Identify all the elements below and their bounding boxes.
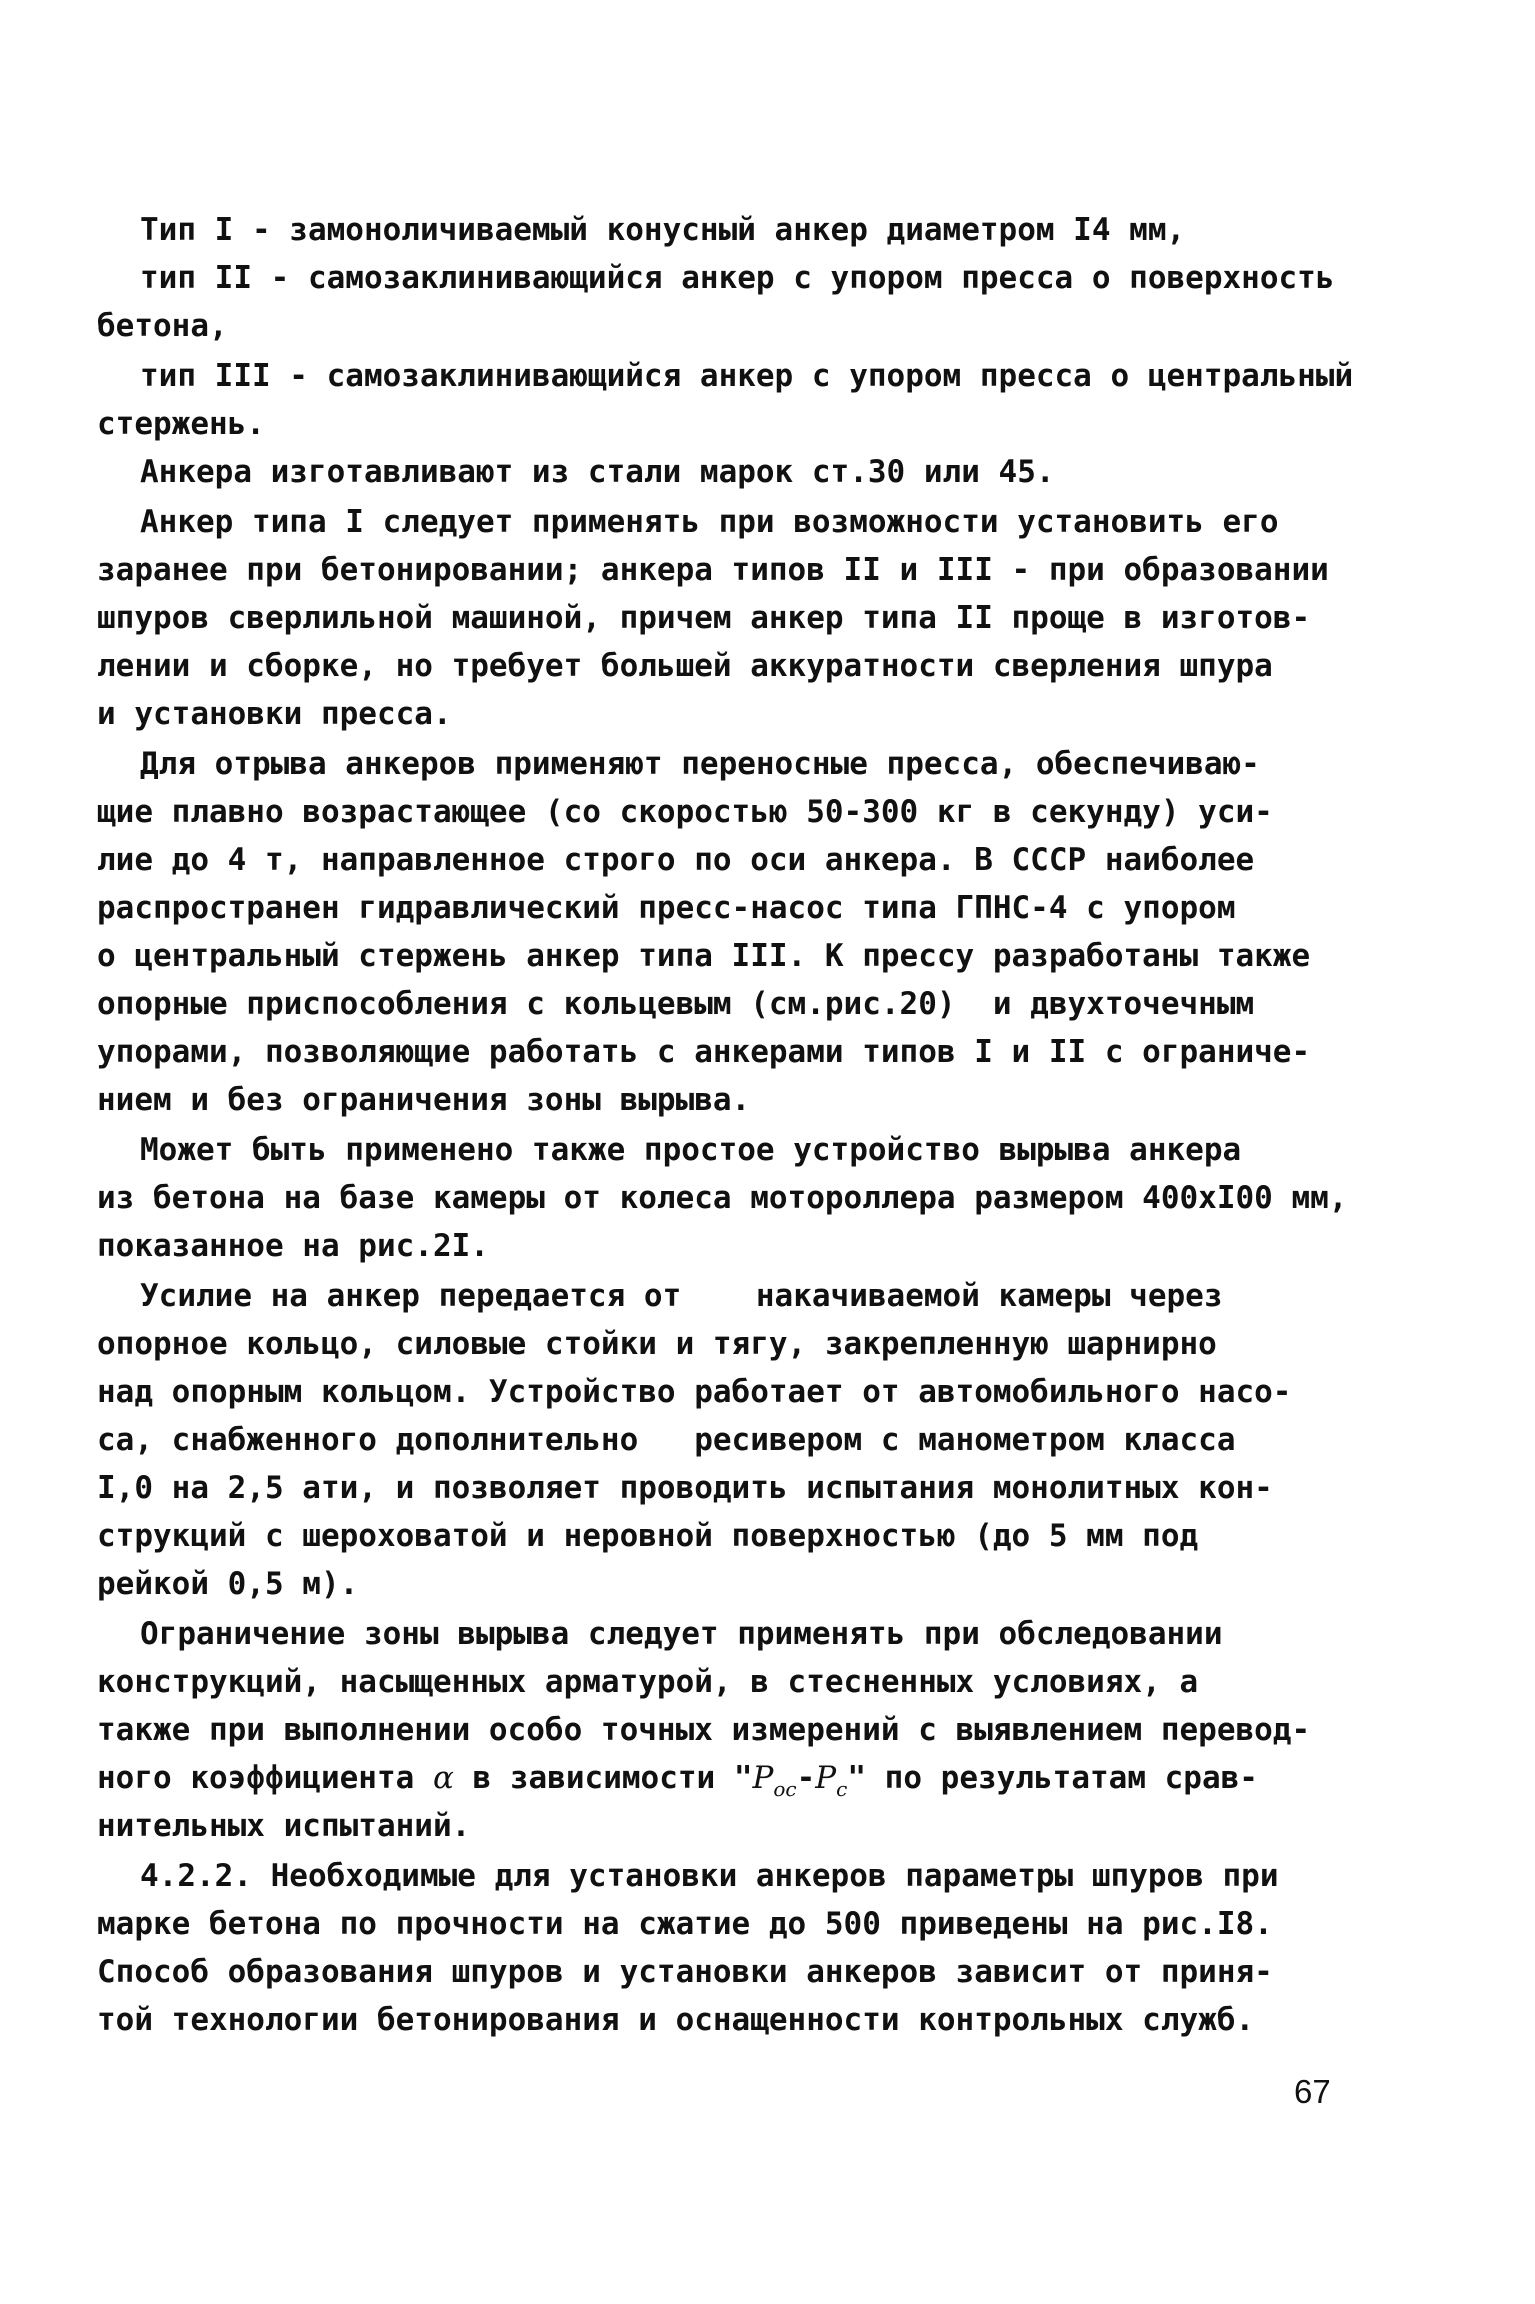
formula-text-after: " по результатам срав- [847, 1760, 1258, 1796]
text-line: Тип I - замоноличиваемый конусный анкер диаметром I4 мм, [140, 212, 1186, 248]
text-line: лие до 4 т, направленное строго по оси анкера. В СССР наиболее [97, 842, 1255, 878]
text-line: упорами, позволяющие работать с анкерами типов I и II с ограниче- [97, 1034, 1311, 1070]
text-line: лении и сборке, но требует большей аккуратности сверления шпура [97, 648, 1273, 684]
formula-line [97, 1758, 1258, 1809]
p-oc-symbol: P [752, 1760, 774, 1796]
text-line: о центральный стержень анкер типа III. К прессу разработаны также [97, 938, 1311, 974]
text-line: распространен гидравлический пресс-насос типа ГПНС-4 с упором [97, 890, 1236, 926]
formula-dash: - [796, 1760, 816, 1796]
page-number: 67 [1294, 2073, 1331, 2110]
p-oc-subscript: ос [773, 1777, 797, 1801]
text-line: струкций с шероховатой и неровной поверхностью (до 5 мм под [97, 1518, 1199, 1554]
text-line: щие плавно возрастающее (со скоростью 50-300 кг в секунду) уси- [97, 794, 1273, 830]
text-line: Способ образования шпуров и установки анкеров зависит от приня- [97, 1954, 1273, 1990]
alpha-symbol: α [432, 1760, 454, 1796]
text-line: и установки пресса. [97, 696, 452, 732]
text-line: Усилие на анкер передается от накачиваемой камеры через [140, 1278, 1223, 1314]
text-line: I,0 на 2,5 ати, и позволяет проводить испытания монолитных кон- [97, 1470, 1273, 1506]
text-line: бетона, [97, 308, 228, 344]
section-heading-line: 4.2.2. Необходимые для установки анкеров параметры шпуров при [140, 1858, 1279, 1894]
text-line: рейкой 0,5 м). [97, 1566, 359, 1602]
formula-text-middle: в зависимости " [453, 1760, 753, 1796]
text-line: Анкера изготавливают из стали марок ст.30 или 45. [140, 454, 1055, 490]
text-line: конструкций, насыщенных арматурой, в стесненных условиях, а [97, 1664, 1199, 1700]
text-line: марке бетона по прочности на сжатие до 500 приведены на рис.I8. [97, 1906, 1273, 1942]
text-line: тип III - самозаклинивающийся анкер с упором пресса о центральный [140, 358, 1354, 394]
p-c-subscript: с [836, 1777, 848, 1801]
text-line: Может быть применено также простое устройство вырыва анкера [140, 1132, 1242, 1168]
text-line: Ограничение зоны вырыва следует применять при обследовании [140, 1616, 1223, 1652]
formula-text-before: ного коэффициента [97, 1760, 433, 1796]
text-line: са, снабженного дополнительно ресивером с манометром класса [97, 1422, 1236, 1458]
text-line: стержень. [97, 406, 265, 442]
text-line: опорные приспособления с кольцевым (см.рис.20) и двухточечным [97, 986, 1255, 1022]
text-line: из бетона на базе камеры от колеса мотороллера размером 400хI00 мм, [97, 1180, 1348, 1216]
text-line: показанное на рис.2I. [97, 1228, 489, 1264]
text-line: шпуров сверлильной машиной, причем анкер типа II проще в изготов- [97, 600, 1311, 636]
text-line: тип II - самозаклинивающийся анкер с упором пресса о поверхность [140, 260, 1335, 296]
text-line: Анкер типа I следует применять при возможности установить его [140, 504, 1279, 540]
text-line: заранее при бетонировании; анкера типов II и III - при образовании [97, 552, 1329, 588]
text-line: нительных испытаний. [97, 1808, 471, 1844]
text-line: также при выполнении особо точных измерений с выявлением перевод- [97, 1712, 1311, 1748]
text-line: нием и без ограничения зоны вырыва. [97, 1082, 751, 1118]
text-line: Для отрыва анкеров применяют переносные пресса, обеспечиваю- [140, 746, 1260, 782]
p-c-symbol: P [815, 1760, 837, 1796]
text-line: опорное кольцо, силовые стойки и тягу, закрепленную шарнирно [97, 1326, 1217, 1362]
text-line: той технологии бетонирования и оснащенности контрольных служб. [97, 2002, 1255, 2038]
text-line: над опорным кольцом. Устройство работает от автомобильного насо- [97, 1374, 1292, 1410]
